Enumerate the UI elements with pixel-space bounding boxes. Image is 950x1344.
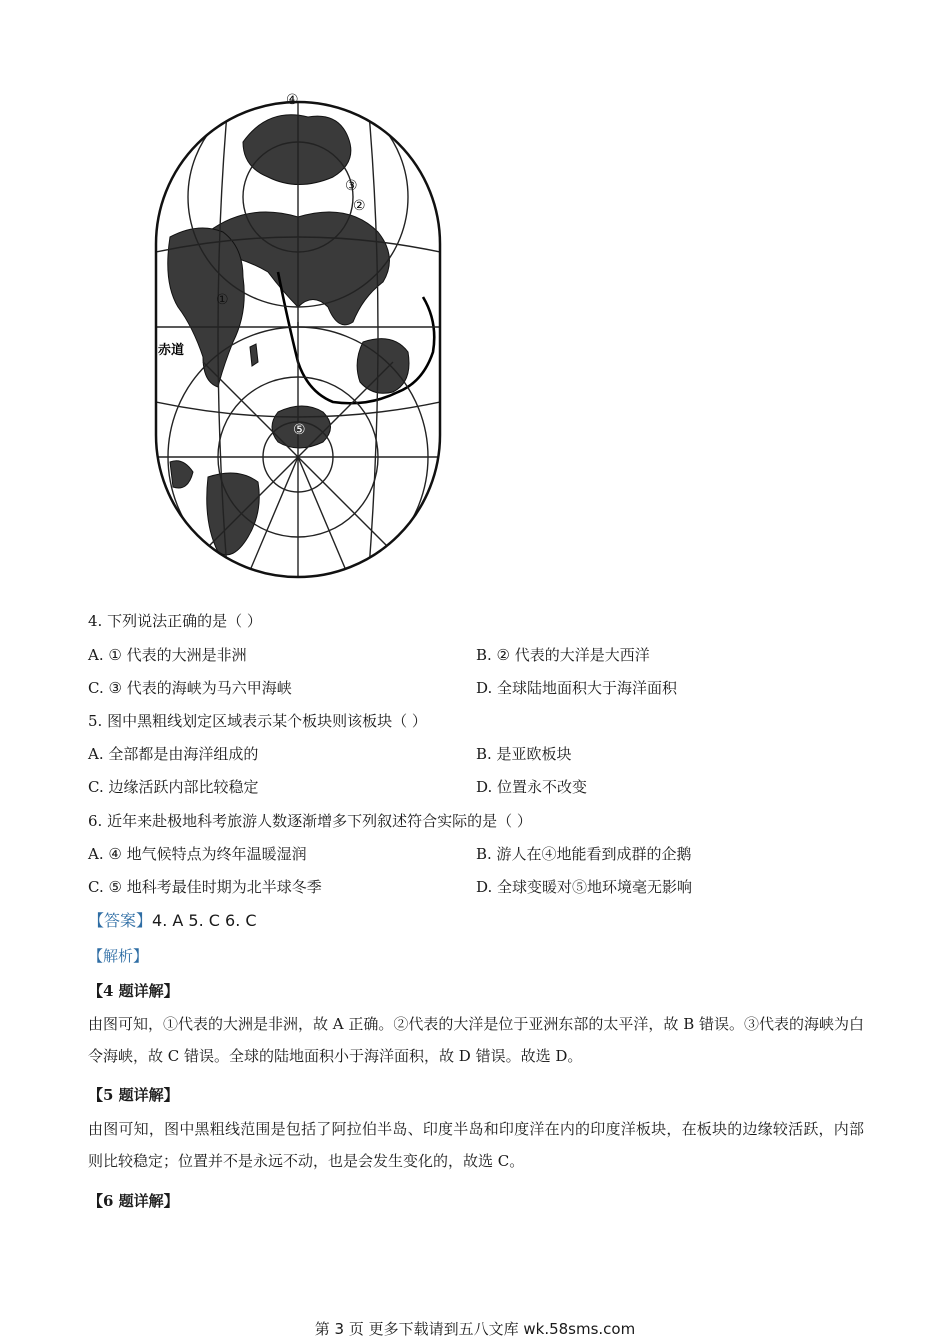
marker-1: ① xyxy=(216,292,229,308)
answer-text: 4. A 5. C 6. C xyxy=(152,911,257,930)
q6-option-a: A. ④ 地气候特点为终年温暖湿润 xyxy=(88,845,307,863)
marker-4: ④ xyxy=(286,92,299,108)
question-4-stem: 4. 下列说法正确的是（ ） xyxy=(88,612,262,630)
detail-6-heading: 【6 题详解】 xyxy=(88,1192,179,1210)
marker-3: ③ xyxy=(345,178,358,194)
world-map-figure xyxy=(148,82,448,597)
landmass-south-america xyxy=(207,473,260,555)
marker-5: ⑤ xyxy=(293,422,306,438)
q4-option-c: C. ③ 代表的海峡为马六甲海峡 xyxy=(88,679,292,697)
q4-option-a: A. ① 代表的大洲是非洲 xyxy=(88,646,247,664)
detail-5-text: 由图可知，图中黑粗线范围是包括了阿拉伯半岛、印度半岛和印度洋在内的印度洋板块，在板块的边缘较活跃，内部则比较稳定；位置并不是永远不动，也是会发生变化的，故选 C。 xyxy=(88,1120,864,1170)
detail-4-text: 由图可知，①代表的大洲是非洲，故 A 正确。②代表的大洋是位于亚洲东部的太平洋，故 B 错误。③代表的海峡为白令海峡，故 C 错误。全球的陆地面积小于海洋面积，故 D 错误。故选 D。 xyxy=(88,1015,864,1065)
q5-option-d: D. 位置永不改变 xyxy=(476,778,588,796)
answer-label: 【答案】 xyxy=(88,911,153,930)
q5-option-b: B. 是亚欧板块 xyxy=(476,745,572,763)
map-svg xyxy=(148,82,448,597)
answer-line xyxy=(88,910,257,932)
q6-option-d: D. 全球变暖对⑤地环境毫无影响 xyxy=(476,878,693,896)
q6-option-b: B. 游人在④地能看到成群的企鹅 xyxy=(476,845,692,863)
question-6-stem: 6. 近年来赴极地科考旅游人数逐渐增多下列叙述符合实际的是（ ） xyxy=(88,812,532,830)
landmass-australia xyxy=(357,339,409,394)
question-5-stem: 5. 图中黑粗线划定区域表示某个板块则该板块（ ） xyxy=(88,712,427,730)
q4-option-b: B. ② 代表的大洋是大西洋 xyxy=(476,646,650,664)
q6-option-c: C. ⑤ 地科考最佳时期为北半球冬季 xyxy=(88,878,322,896)
landmass-north xyxy=(243,115,351,185)
equator-label: 赤道 xyxy=(158,343,185,358)
landmass-southwest xyxy=(170,461,193,488)
marker-2: ② xyxy=(353,198,366,214)
q4-option-d: D. 全球陆地面积大于海洋面积 xyxy=(476,679,678,697)
landmass-africa xyxy=(168,228,244,387)
detail-5-heading: 【5 题详解】 xyxy=(88,1086,179,1104)
detail-4-heading: 【4 题详解】 xyxy=(88,982,179,1000)
q5-option-c: C. 边缘活跃内部比较稳定 xyxy=(88,778,259,796)
page-footer: 第 3 页 更多下载请到五八文库 wk.58sms.com xyxy=(314,1320,636,1338)
q5-option-a: A. 全部都是由海洋组成的 xyxy=(88,745,259,763)
landmass-madagascar xyxy=(250,344,258,366)
analysis-label: 【解析】 xyxy=(88,947,149,965)
